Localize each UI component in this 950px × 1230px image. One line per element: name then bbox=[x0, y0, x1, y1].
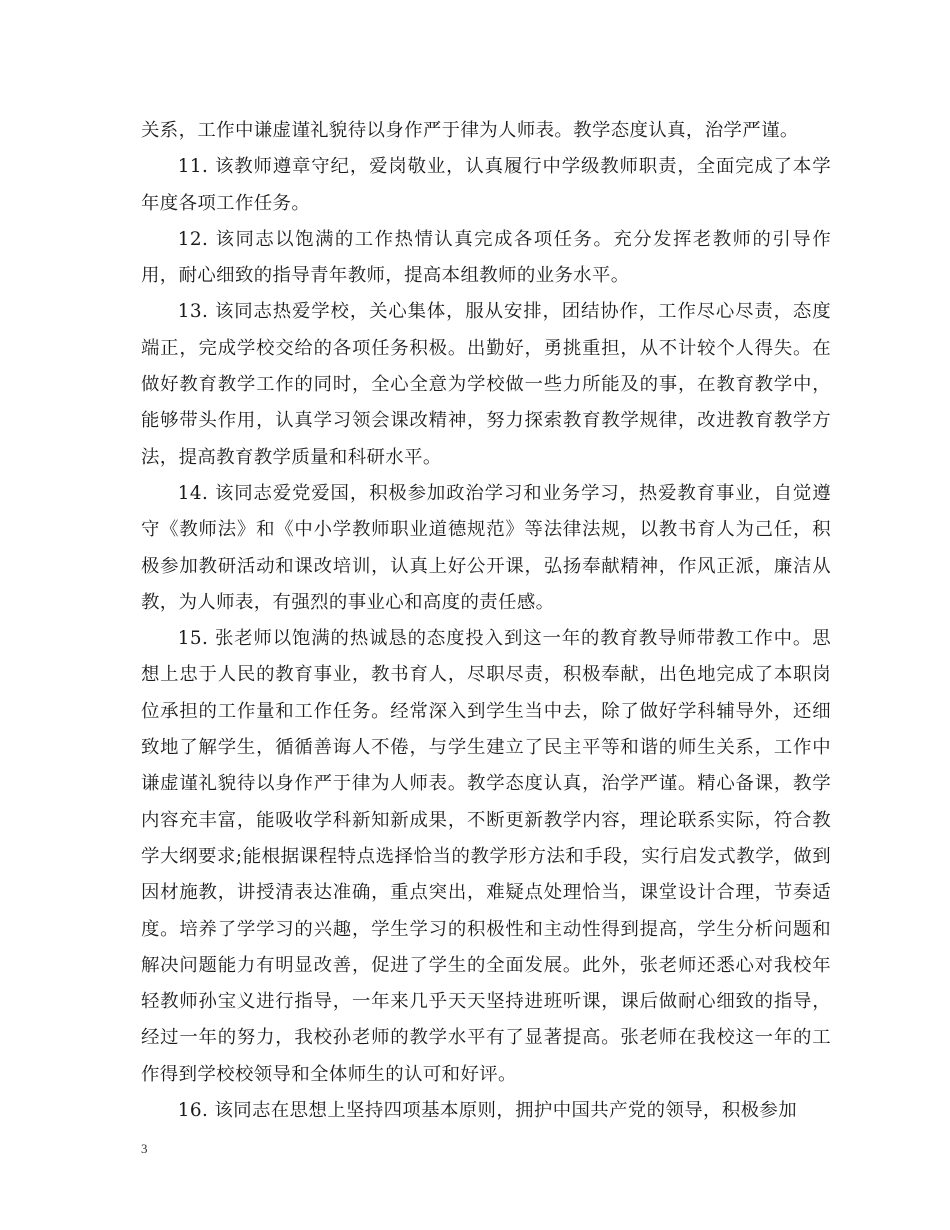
paragraph-item-11: 11. 该教师遵章守纪，爱岗敬业，认真履行中学级教师职责，全面完成了本学年度各项工作任务。 bbox=[141, 156, 831, 214]
paragraph-item-12: 12. 该同志以饱满的工作热情认真完成各项任务。充分发挥老教师的引导作用，耐心细致的指导青年教师，提高本组教师的业务水平。 bbox=[141, 228, 831, 287]
paragraph-item-13: 13. 该同志热爱学校，关心集体，服从安排，团结协作，工作尽心尽责，态度端正，完成学校交给的各项任务积极。出勤好，勇挑重担，从不计较个人得失。在做好教育教学工作的同时，全心全意为学校做一些力所能及的事，在教育教学中，能够带头作用，认真学习领会课改精神，努力探索教育教学规律，改进教育教学方法，提高教育教学质量和科研水平。 bbox=[141, 301, 831, 468]
paragraph-continuation: 关系，工作中谦虚谨礼貌待以身作严于律为人师表。教学态度认真，治学严谨。 bbox=[141, 120, 799, 141]
paragraph-item-15: 15. 张老师以饱满的热诚恳的态度投入到这一年的教育教导师带教工作中。思想上忠于人民的教育事业，教书育人，尽职尽责，积极奉献，出色地完成了本职岗位承担的工作量和工作任务。经常深入到学生当中去，除了做好学科辅导外，还细致地了解学生，循循善诲人不倦，与学生建立了民主平等和谐的师生关系，工作中谦虚谨礼貌待以身作严于律为人师表。教学态度认真，治学严谨。精心备课，教学内容充丰富，能吸收学科新知新成果，不断更新教学内容，理论联系实际，符合教学大纲要求;能根据课程特点选择恰当的教学形方法和手段，实行启发式教学，做到因材施教，讲授清表达准确，重点突出，难疑点处理恰当，课堂设计合理，节奏适度。培养了学学习的兴趣，学生学习的积极性和主动性得到提高，学生分析问题和解决问题能力有明显改善，促进了学生的全面发展。此外，张老师还悉心对我校年轻教师孙宝义进行指导，一年来几乎天天坚持进班听课，课后做耐心细致的指导，经过一年的努力，我校孙老师的教学水平有了显著提高。张老师在我校这一年的工作得到学校校领导和全体师生的认可和好评。 bbox=[141, 628, 831, 1085]
paragraph-item-14: 14. 该同志爱党爱国，积极参加政治学习和业务学习，热爱教育事业，自觉遵守《教师法》和《中小学教师职业道德规范》等法律法规，以教书育人为己任，积极参加教研活动和课改培训，认真上好公开课，弘扬奉献精神，作风正派，廉洁从教，为人师表，有强烈的事业心和高度的责任感。 bbox=[141, 482, 831, 613]
paragraph-item-16: 16. 该同志在思想上坚持四项基本原则，拥护中国共产党的领导，积极参加 bbox=[177, 1100, 798, 1122]
document-body bbox=[141, 113, 831, 1129]
page-number: 3 bbox=[141, 1141, 148, 1156]
